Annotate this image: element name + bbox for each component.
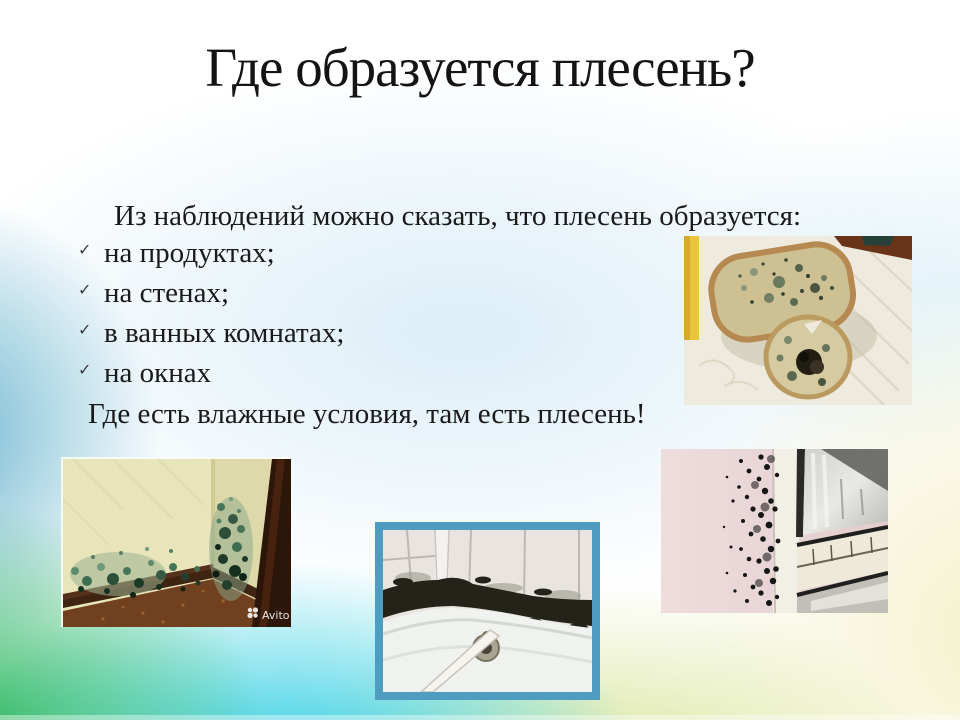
moldy-bathroom-photo — [375, 522, 600, 700]
bullet-label: на продуктах; — [104, 236, 275, 269]
checkmark-icon: ✓ — [78, 279, 92, 299]
bullet-label: в ванных комнатах; — [104, 316, 345, 349]
bullet-item — [78, 233, 344, 273]
bullet-item — [78, 273, 344, 313]
watermark-text: Avito — [262, 609, 290, 622]
bullet-item — [78, 353, 344, 393]
moldy-window-photo — [661, 449, 888, 613]
bullet-item — [78, 313, 344, 353]
intro-text: Из наблюдений можно сказать, что плесень образуется: — [114, 200, 802, 232]
checkmark-icon: ✓ — [78, 319, 92, 339]
bullet-label: на стенах; — [104, 276, 230, 309]
moldy-wall-corner-photo — [61, 457, 291, 627]
slide-title: Где образуется плесень? — [205, 37, 755, 98]
bottom-highlight-strip — [0, 715, 960, 720]
checkmark-icon: ✓ — [78, 359, 92, 379]
checkmark-icon: ✓ — [78, 239, 92, 259]
moldy-bread-photo — [684, 236, 912, 405]
bullet-label: на окнах — [104, 356, 212, 389]
bullet-list — [78, 233, 344, 393]
conclusion-text: Где есть влажные условия, там есть плесень! — [88, 398, 646, 430]
